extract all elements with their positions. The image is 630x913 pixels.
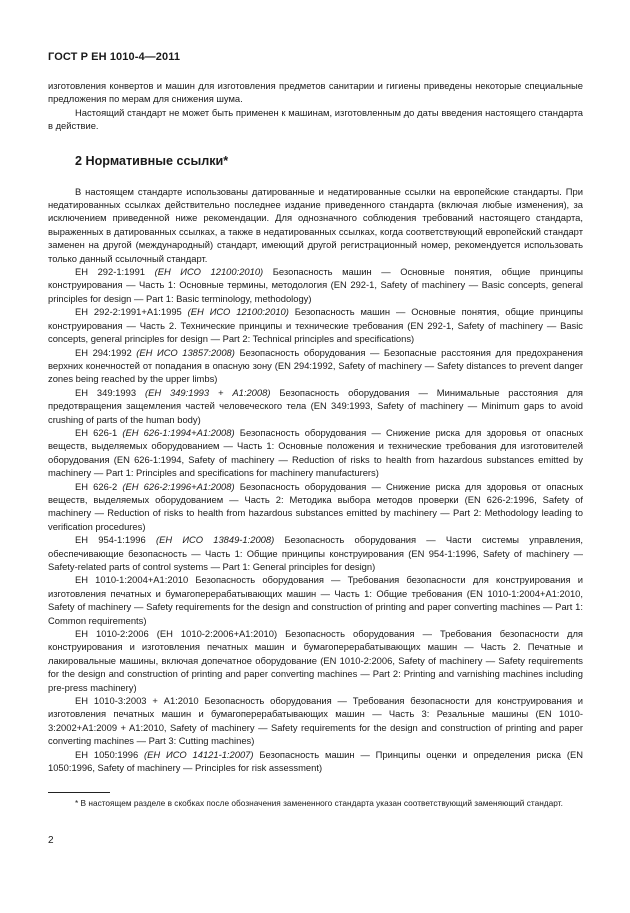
- reference-text: Безопасность оборудования — Безопасные расстояния для предохранения верхних конечностей от попадания в опасную зону (EN 294:1992, Safety of machinery — Safety distances to prevent danger zones being reached by the upper limbs): [48, 346, 583, 385]
- reference-replacement: (ЕН 626-1:1994+А1:2008): [122, 426, 235, 438]
- reference-text: Безопасность оборудования — Части системы управления, обеспечивающие безопасность — Часть 1: Общие принципы конструирования (EN 954-1:1996, Safety of machinery — Safety-related parts of control systems — Part 1: General principles for design): [48, 534, 584, 572]
- footnote-text: * В настоящем разделе в скобках после обозначения замененного стандарта указан соответствующий заменяющий стандарт.: [75, 798, 563, 808]
- section-title: 2 Нормативные ссылки*: [75, 153, 229, 168]
- reference-item: [48, 694, 583, 748]
- reference-text: Безопасность оборудования — Требования безопасности для конструирования и изготовления печатных машин и бумагоперерабатывающих машин — Часть 3: Резальные машины (EN 1010-3:2002+A1:2009 + A1:2010, Safety of machinery — Safety requirements for the design and construction of printing and paper converting machines — Part 3: Cutting machines): [48, 695, 583, 747]
- reference-replacement: (ЕН ИСО 13849-1:2008): [155, 534, 275, 546]
- reference-code: ЕН 1010-3:2003 + А1:2010: [75, 695, 199, 707]
- reference-item: [48, 305, 583, 345]
- reference-item: [48, 346, 583, 386]
- reference-code: ЕН 349:1993: [75, 386, 137, 398]
- reference-item: [48, 426, 583, 480]
- intro-paragraph-2: Настоящий стандарт не может быть применен к машинам, изготовленным до даты введения настоящего стандарта в действие.: [48, 106, 583, 132]
- reference-replacement: (ЕН ИСО 12100:2010): [187, 306, 289, 318]
- reference-code: ЕН 1050:1996: [75, 748, 139, 760]
- page-body: [48, 79, 583, 775]
- reference-replacement: (ЕН 349:1993 + А1:2008): [144, 386, 271, 398]
- reference-code: ЕН 294:1992: [75, 346, 132, 358]
- reference-text: Безопасность оборудования — Требования безопасности для конструирования и изготовления печатных и бумагоперерабатывающих машин — Часть 1: Общие требования (EN 1010-1:2004+A1:2010, Safety of machinery — Safety requirements for the design and construction of printing and paper converting machines — Part 1: Common requirements): [48, 574, 583, 626]
- footnote-divider: [48, 792, 110, 793]
- footnote: [48, 797, 583, 810]
- reference-replacement: (ЕН ИСО 12100:2010): [154, 266, 264, 278]
- reference-code: ЕН 626-2: [75, 480, 118, 492]
- section-intro-paragraph: В настоящем стандарте использованы датированные и недатированные ссылки на европейские стандарты. При недатированных ссылках действительно последнее издание приведенного стандарта (включая любые изменения), за исключением приведенной ниже рекомендации. Для однозначного соблюдения требований настоящего стандарта, выраженных в датированных ссылках, а также в недатированных ссылках, когда соответствующий европейский стандарт заменен на другой (международный) стандарт, имеющий другой регистрационный номер, рекомендуется использовать только данный ссылочный стандарт.: [48, 185, 583, 264]
- reference-text: Безопасность машин — Основные понятия, общие принципы конструирования — Часть 2. Технические принципы и технические требования (EN 292-1, Safety of machinery — Basic concepts, general principles for design — Part 2: Technical principles and specifications): [48, 306, 584, 345]
- reference-replacement: (ЕН ИСО 14121-1:2007): [144, 748, 254, 760]
- reference-replacement: (ЕН 626-2:1996+А1:2008): [122, 480, 235, 492]
- document-header: ГОСТ Р ЕН 1010-4—2011: [48, 51, 181, 63]
- reference-text: Безопасность машин — Основные понятия, общие принципы конструирования — Часть 1: Основные термины, методология (EN 292-1, Safety of machinery — Basic concepts, general principles for design — Part 1: Basic terminology, methodology): [48, 266, 583, 304]
- reference-code: ЕН 1010-2:2006 (ЕН 1010-2:2006+А1:2010): [75, 628, 278, 640]
- page-number: 2: [48, 835, 54, 846]
- reference-text: Безопасность оборудования — Минимальные расстояния для предотвращения защемления частей человеческого тела (EN 349:1993, Safety of machinery — Minimum gaps to avoid crushing of parts of the human body): [48, 386, 584, 425]
- reference-code: ЕН 292-2:1991+А1:1995: [75, 306, 182, 318]
- intro-paragraph-1: изготовления конвертов и машин для изготовления предметов санитарии и гигиены приведены некоторые специальные предложения по мерам для снижения шума.: [48, 80, 583, 105]
- reference-code: ЕН 954-1:1996: [75, 534, 146, 546]
- reference-item: [48, 573, 583, 627]
- reference-item: [48, 480, 583, 534]
- reference-item: [48, 533, 583, 573]
- reference-item: [48, 265, 583, 305]
- reference-item: [48, 627, 583, 694]
- reference-replacement: (ЕН ИСО 13857:2008): [136, 346, 235, 358]
- reference-text: Безопасность машин — Принципы оценки и определения риска (EN 1050:1996, Safety of machinery — Principles for risk assessment): [48, 748, 583, 774]
- reference-code: ЕН 626-1: [75, 426, 118, 438]
- reference-text: Безопасность оборудования — Требования безопасности для конструирования и изготовления печатных машин и бумагоперерабатывающих машин — Часть 2. Печатные и лакировальные машины, включая допечатное оборудование (EN 1010-2:2006, Safety of machinery — Safety requirements for the design and construction of printing and paper converting machines — Part 2: Printing and varnishing machines including pre-press machinery): [48, 628, 584, 693]
- reference-text: Безопасность оборудования — Снижение риска для здоровья от опасных веществ, выделяемых оборудованием — Часть 1: Основные положения и технические требования для изготовителей оборудования (EN 626-1:1994, Safety of machinery — Reduction of risks to health from hazardous substances emitted by machinery — Part 1: Principles and specifications for machinery manufacturers): [48, 426, 584, 479]
- reference-list: [48, 265, 583, 774]
- reference-code: ЕН 1010-1:2004+А1:2010: [75, 574, 189, 586]
- reference-item: [48, 748, 583, 775]
- reference-code: ЕН 292-1:1991: [75, 266, 146, 278]
- reference-text: Безопасность оборудования — Снижение риска для здоровья от опасных веществ, выделяемых оборудованием — Часть 2: Методика выбора методов проверки (EN 626-2:1996, Safety of machinery — Reduction of risks to health from hazardous substances emitted by machinery — Part 2: Methodology leading to verification procedures): [48, 480, 584, 532]
- reference-item: [48, 386, 583, 426]
